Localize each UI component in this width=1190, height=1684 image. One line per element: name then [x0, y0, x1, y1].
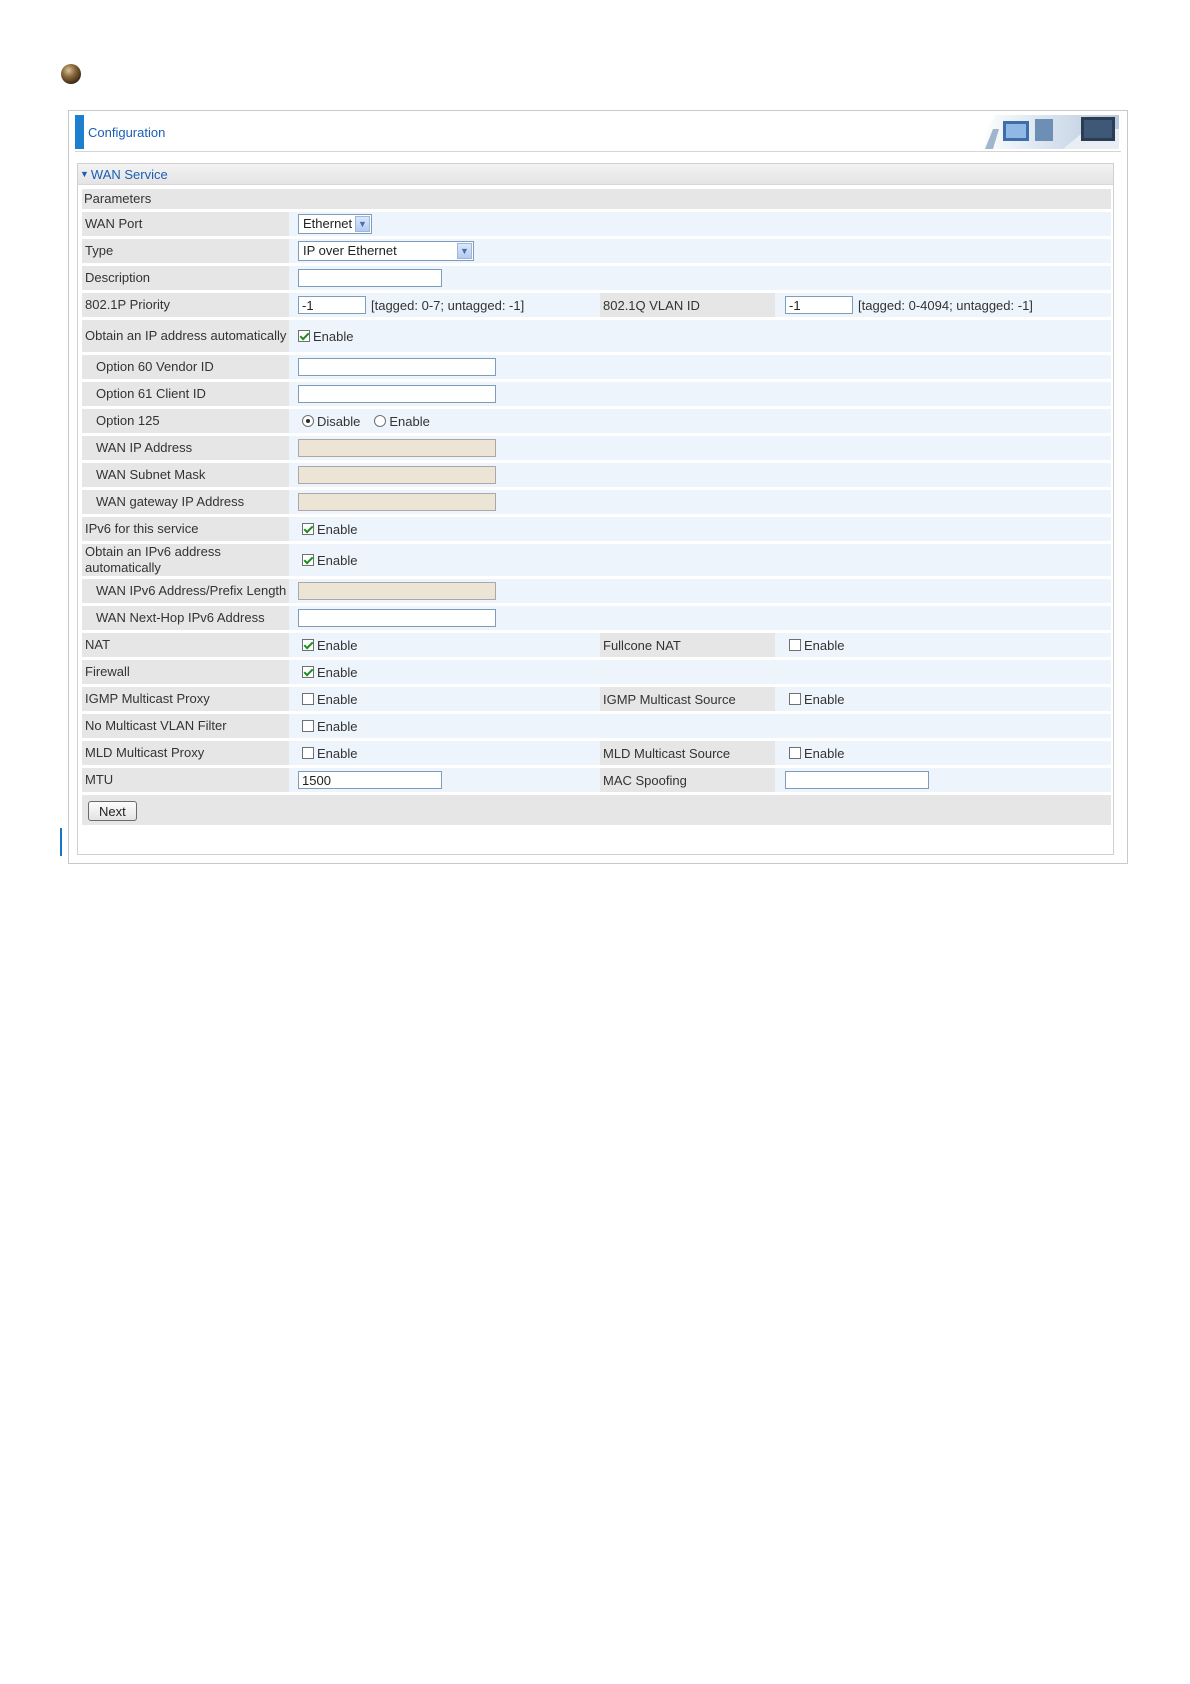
mtu-input[interactable] [298, 771, 442, 789]
no-mc-vlan-label: No Multicast VLAN Filter [82, 714, 289, 738]
obtain-ip-label: Obtain an IP address automatically [82, 320, 289, 352]
type-value: IP over Ethernet [303, 243, 397, 258]
obtain-ipv6-label: Obtain an IPv6 address automatically [82, 544, 289, 576]
section-header[interactable] [78, 164, 1113, 185]
row-option61 [82, 382, 1111, 406]
section-title: WAN Service [90, 167, 168, 182]
mld-source-label: MLD Multicast Source [600, 741, 775, 765]
row-option60 [82, 355, 1111, 379]
mld-proxy-option: Enable [317, 745, 358, 761]
parameters-heading: Parameters [82, 189, 1111, 209]
row-no-mc-vlan [82, 714, 1111, 738]
wan-port-select[interactable] [298, 214, 372, 234]
firewall-option: Enable [317, 664, 358, 680]
igmp-proxy-checkbox[interactable] [302, 693, 314, 705]
priority-input[interactable] [298, 296, 366, 314]
header-accent [75, 115, 84, 149]
wan-port-value: Ethernet [303, 216, 353, 231]
collapse-triangle-icon[interactable]: ▼ [80, 169, 89, 179]
nat-label: NAT [82, 633, 289, 657]
no-mc-vlan-option: Enable [317, 718, 358, 734]
firewall-label: Firewall [82, 660, 289, 684]
row-wan-ipv6 [82, 579, 1111, 603]
mld-source-option: Enable [804, 745, 845, 761]
row-wan-nexthop [82, 606, 1111, 630]
option125-disable-label: Disable [317, 413, 361, 429]
wan-mask-label: WAN Subnet Mask [82, 463, 289, 487]
mac-spoofing-input[interactable] [785, 771, 929, 789]
row-description [82, 266, 1111, 290]
chevron-down-icon[interactable]: ▼ [355, 216, 370, 232]
next-button[interactable]: Next [88, 801, 137, 821]
fullcone-nat-option: Enable [804, 637, 845, 653]
row-firewall [82, 660, 1111, 684]
option125-disable-radio[interactable] [302, 415, 314, 427]
wan-ipv6-input[interactable] [298, 582, 496, 600]
row-obtain-ip [82, 320, 1111, 352]
row-igmp [82, 687, 1111, 711]
no-mc-vlan-checkbox[interactable] [302, 720, 314, 732]
ipv6-service-label: IPv6 for this service [82, 517, 289, 541]
firewall-checkbox[interactable] [302, 666, 314, 678]
obtain-ip-checkbox[interactable] [298, 330, 310, 342]
nat-option: Enable [317, 637, 358, 653]
obtain-ip-option: Enable [313, 328, 354, 344]
bullet-icon [61, 64, 81, 84]
vlan-id-input[interactable] [785, 296, 853, 314]
obtain-ipv6-option: Enable [317, 552, 358, 568]
row-mtu [82, 768, 1111, 792]
wan-gateway-input[interactable] [298, 493, 496, 511]
nat-checkbox[interactable] [302, 639, 314, 651]
wan-nexthop-label: WAN Next-Hop IPv6 Address [82, 606, 289, 630]
vlan-id-label: 802.1Q VLAN ID [600, 293, 775, 317]
row-option125 [82, 409, 1111, 433]
mld-proxy-checkbox[interactable] [302, 747, 314, 759]
wan-mask-input[interactable] [298, 466, 496, 484]
row-priority-vlan [82, 293, 1111, 317]
option125-enable-radio[interactable] [374, 415, 386, 427]
mld-source-checkbox[interactable] [789, 747, 801, 759]
option60-input[interactable] [298, 358, 496, 376]
row-mld [82, 741, 1111, 765]
igmp-proxy-option: Enable [317, 691, 358, 707]
ipv6-service-option: Enable [317, 521, 358, 537]
row-nat [82, 633, 1111, 657]
option61-input[interactable] [298, 385, 496, 403]
vlan-id-hint: [tagged: 0-4094; untagged: -1] [858, 297, 1033, 313]
wan-nexthop-input[interactable] [298, 609, 496, 627]
fullcone-nat-checkbox[interactable] [789, 639, 801, 651]
row-wan-gateway [82, 490, 1111, 514]
config-panel [68, 110, 1128, 864]
mld-proxy-label: MLD Multicast Proxy [82, 741, 289, 765]
igmp-source-option: Enable [804, 691, 845, 707]
igmp-source-checkbox[interactable] [789, 693, 801, 705]
option125-enable-label: Enable [389, 413, 430, 429]
mtu-label: MTU [82, 768, 289, 792]
row-obtain-ipv6 [82, 544, 1111, 576]
wan-ip-input[interactable] [298, 439, 496, 457]
config-header [75, 115, 1121, 152]
option60-label: Option 60 Vendor ID [82, 355, 289, 379]
type-label: Type [82, 239, 289, 263]
header-banner-icon [959, 115, 1119, 149]
fullcone-nat-label: Fullcone NAT [600, 633, 775, 657]
wan-ip-label: WAN IP Address [82, 436, 289, 460]
wan-port-label: WAN Port [82, 212, 289, 236]
wan-gateway-label: WAN gateway IP Address [82, 490, 289, 514]
description-input[interactable] [298, 269, 442, 287]
wan-ipv6-label: WAN IPv6 Address/Prefix Length [82, 579, 289, 603]
page-title: Configuration [88, 125, 166, 140]
row-wan-port [82, 212, 1111, 236]
margin-marker [60, 828, 62, 856]
type-select[interactable] [298, 241, 474, 261]
mac-spoofing-label: MAC Spoofing [600, 768, 775, 792]
wan-service-section [77, 163, 1114, 855]
priority-label: 802.1P Priority [82, 293, 289, 317]
igmp-source-label: IGMP Multicast Source [600, 687, 775, 711]
obtain-ipv6-checkbox[interactable] [302, 554, 314, 566]
ipv6-service-checkbox[interactable] [302, 523, 314, 535]
option61-label: Option 61 Client ID [82, 382, 289, 406]
option125-label: Option 125 [82, 409, 289, 433]
button-bar [82, 795, 1111, 825]
description-label: Description [82, 266, 289, 290]
priority-hint: [tagged: 0-7; untagged: -1] [371, 297, 525, 313]
row-wan-ip [82, 436, 1111, 460]
row-wan-mask [82, 463, 1111, 487]
chevron-down-icon[interactable]: ▼ [457, 243, 472, 259]
igmp-proxy-label: IGMP Multicast Proxy [82, 687, 289, 711]
row-type [82, 239, 1111, 263]
row-ipv6-service [82, 517, 1111, 541]
